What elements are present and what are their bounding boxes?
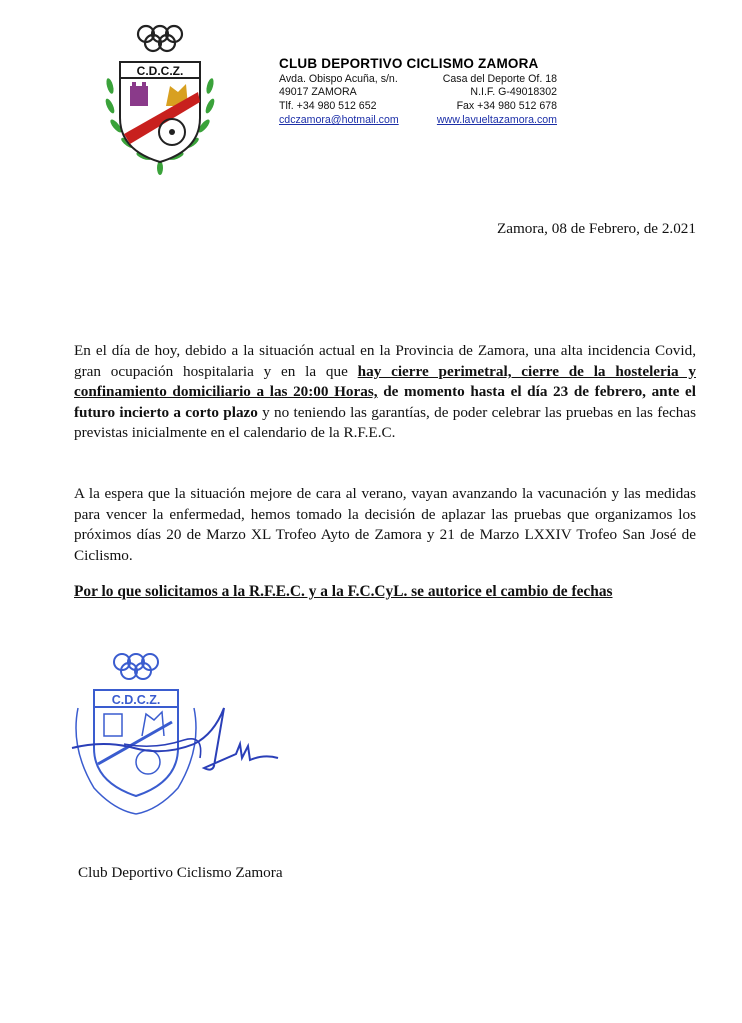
city: 49017 ZAMORA <box>279 86 357 98</box>
address-right: Casa del Deporte Of. 18 <box>442 73 557 85</box>
stamp-text: C.D.C.Z. <box>111 693 161 707</box>
address-line <box>279 73 557 85</box>
club-logo <box>102 22 218 178</box>
address-left: Avda. Obispo Acuña, s/n. <box>279 73 398 85</box>
stamp-rings-icon <box>114 654 158 679</box>
logo-text: C.D.C.Z. <box>136 64 184 78</box>
city-nif-line <box>279 86 557 98</box>
fax: Fax +34 980 512 678 <box>456 100 557 112</box>
nif: N.I.F. G-49018302 <box>470 86 557 98</box>
phone-fax-line <box>279 100 557 112</box>
contact-links-line <box>279 114 557 126</box>
request-statement: Por lo que solicitamos a la R.F.E.C. y a la F.C.CyL. se autorice el cambio de fechas <box>74 583 613 600</box>
signature-name: Club Deportivo Ciclismo Zamora <box>78 864 283 881</box>
club-stamp-signature <box>64 648 286 826</box>
letter-date: Zamora, 08 de Febrero, de 2.021 <box>496 220 696 237</box>
paragraph-1-text-b: y no teniendo las garantías, de poder celebrar las pruebas en las fechas previstas inicialmente en el calendario de la R.F.E.C. <box>74 403 696 442</box>
paragraph-1-bold-underlined: hay cierre perimetral, cierre de la hosteleria y confinamiento domiciliario a las 20:00 Horas, <box>74 362 696 401</box>
paragraph-1-bold: de momento hasta el día 23 de febrero, ante el futuro incierto a corto plazo <box>74 383 697 421</box>
paragraph-1 <box>74 341 696 444</box>
phone: Tlf. +34 980 512 652 <box>279 100 377 112</box>
website-link[interactable]: www.lavueltazamora.com <box>436 114 557 126</box>
olympic-rings-icon <box>138 26 182 51</box>
paragraph-2: A la espera que la situación mejore de cara al verano, vayan avanzando la vacunación y las medidas para vencer la enfermedad, hemos tomado la decisión de aplazar las pruebas que organizamos los próximos días 20 de Marzo XL Trofeo Ayto de Zamora y 21 de Marzo LXXIV Trofeo San José de Ciclismo. <box>74 485 696 564</box>
club-name: CLUB DEPORTIVO CICLISMO ZAMORA <box>279 56 539 71</box>
paragraph-1-text-a: En el día de hoy, debido a la situación actual en la Provincia de Zamora, una alta incidencia Covid, gran ocupación hospitalaria y en la que <box>74 342 696 380</box>
email-link[interactable]: cdczamora@hotmail.com <box>279 114 399 126</box>
